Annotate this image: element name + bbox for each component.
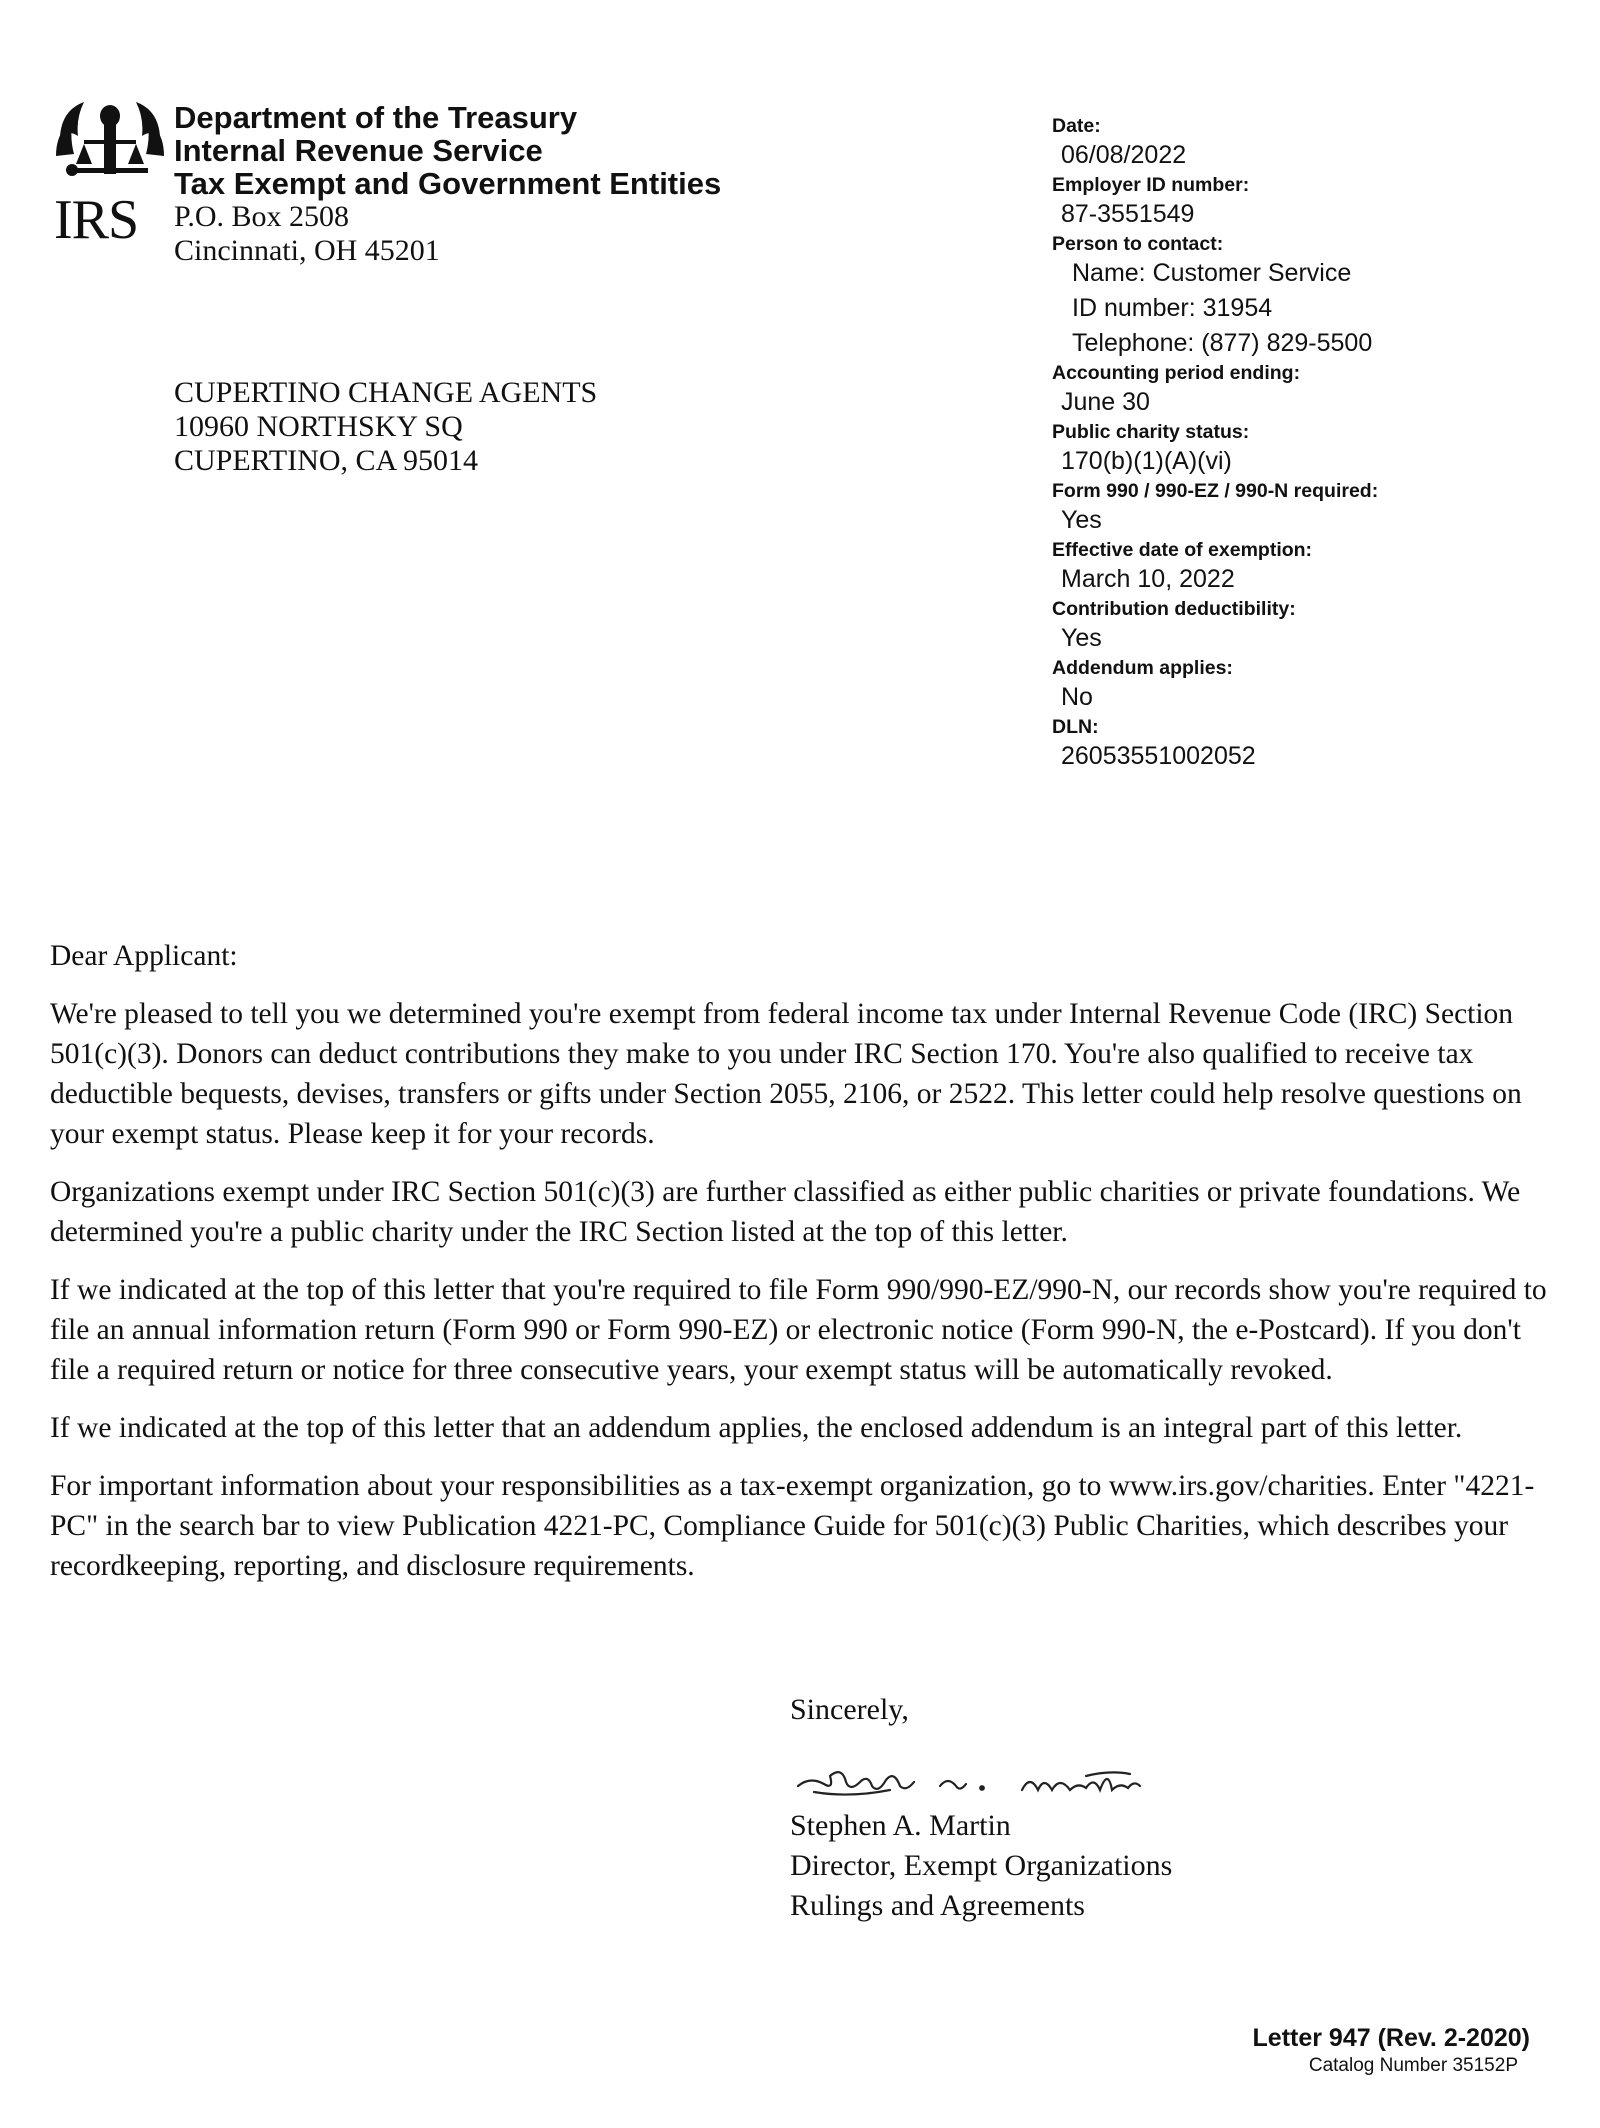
dln-value: 26053551002052 (1061, 742, 1256, 770)
form-required-value: Yes (1061, 506, 1102, 534)
irs-logo-text: IRS (54, 189, 139, 251)
effective-date-value: March 10, 2022 (1061, 565, 1235, 593)
paragraph-resources: For important information about your responsibilities as a tax-exempt organization, go to www.irs.gov/charities. Enter "4221-PC" in the search bar to view Publication 4221-PC, Compliance Guide for 501(c)(3) Public Charities, which describes your recordkeeping, reporting, and disclosure requirements. (50, 1470, 1535, 1582)
letter-body (50, 936, 1560, 1604)
status-label: Public charity status: (1052, 421, 1250, 443)
deductibility-value: Yes (1061, 624, 1102, 652)
agency-city: Cincinnati, OH 45201 (174, 234, 440, 267)
date-label: Date: (1052, 115, 1101, 137)
letter-info-column (1052, 114, 1572, 774)
dln-label: DLN: (1052, 716, 1099, 738)
ein-label: Employer ID number: (1052, 174, 1250, 196)
recipient-city: CUPERTINO, CA 95014 (174, 444, 479, 477)
closing: Sincerely, (790, 1693, 909, 1726)
paragraph-classification: Organizations exempt under IRC Section 501(c)(3) are further classified as either public charities or private foundations. We determined you're a public charity under the IRC Section listed at the top of this letter. (50, 1176, 1521, 1248)
period-label: Accounting period ending: (1052, 362, 1301, 384)
handwritten-signature (790, 1746, 1190, 1814)
signer-title: Director, Exempt Organizations (790, 1849, 1173, 1882)
addendum-label: Addendum applies: (1052, 657, 1233, 679)
agency-division: Tax Exempt and Government Entities (174, 166, 722, 201)
period-value: June 30 (1061, 388, 1150, 416)
agency-department: Department of the Treasury (174, 100, 578, 135)
paragraph-exemption: We're pleased to tell you we determined you're exempt from federal income tax under Internal Revenue Code (IRC) Section 501(c)(3). Donors can deduct contributions they make to you under IRC Section 170. You're also qualified to receive tax deductible bequests, devises, transfers or gifts under Section 2055, 2106, or 2522. This letter could help resolve questions on your exempt status. Please keep it for your records. (50, 998, 1522, 1150)
catalog-number: Catalog Number 35152P (1308, 2055, 1518, 2076)
recipient-address (174, 376, 597, 478)
agency-po-box: P.O. Box 2508 (174, 200, 350, 233)
paragraph-addendum: If we indicated at the top of this letter that an addendum applies, the enclosed addendum is an integral part of this letter. (50, 1412, 1463, 1444)
addendum-value: No (1061, 683, 1093, 711)
recipient-street: 10960 NORTHSKY SQ (174, 410, 463, 443)
contact-id: ID number: 31954 (1072, 294, 1273, 322)
paragraph-filing: If we indicated at the top of this letter that you're required to file Form 990/990-EZ/990-N, our records show you're required to file an annual information return (Form 990 or Form 990-EZ) or electronic notice (Form 990-N, the e-Postcard). If you don't file a required return or notice for three consecutive years, your exempt status will be automatically revoked. (50, 1274, 1547, 1386)
contact-name: Name: Customer Service (1072, 259, 1352, 287)
contact-label: Person to contact: (1052, 233, 1224, 255)
effective-date-label: Effective date of exemption: (1052, 539, 1313, 561)
signer-block (790, 1806, 1172, 1926)
status-value: 170(b)(1)(A)(vi) (1061, 447, 1232, 475)
salutation: Dear Applicant: (50, 940, 238, 972)
date-value: 06/08/2022 (1061, 141, 1187, 169)
form-required-label: Form 990 / 990-EZ / 990-N required: (1052, 480, 1379, 502)
signer-name: Stephen A. Martin (790, 1809, 1011, 1842)
contact-phone: Telephone: (877) 829-5500 (1072, 329, 1373, 357)
recipient-name: CUPERTINO CHANGE AGENTS (174, 376, 598, 409)
footer (1253, 2023, 1530, 2079)
ein-value: 87-3551549 (1061, 200, 1195, 228)
signer-office: Rulings and Agreements (790, 1889, 1085, 1922)
deductibility-label: Contribution deductibility: (1052, 598, 1296, 620)
letter-number: Letter 947 (Rev. 2-2020) (1252, 2024, 1530, 2052)
agency-header (174, 101, 721, 268)
agency-service: Internal Revenue Service (174, 133, 543, 168)
